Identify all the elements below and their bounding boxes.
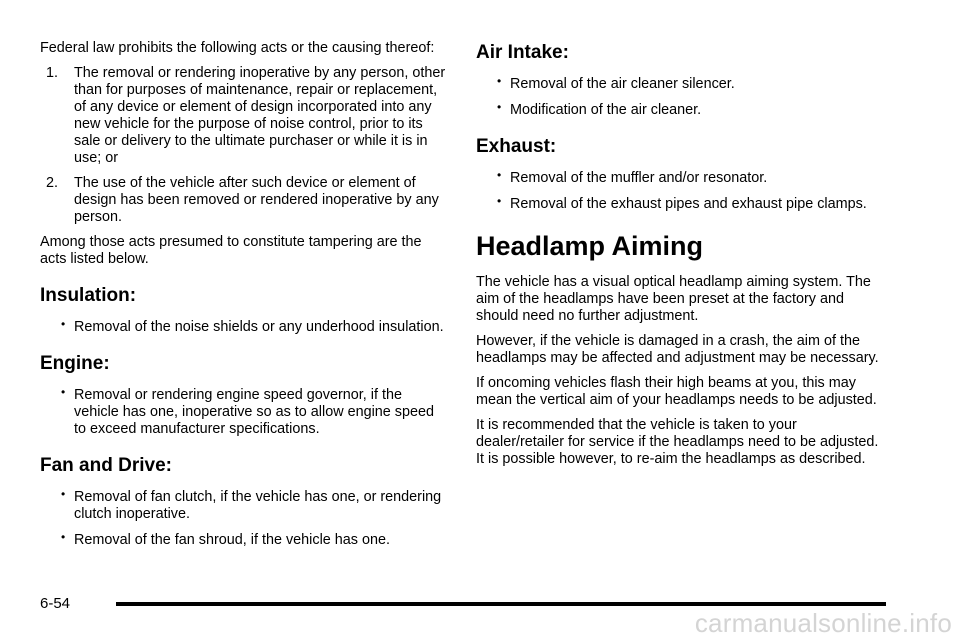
engine-list (40, 387, 448, 438)
headlamp-paragraph: It is recommended that the vehicle is taken to your dealer/retailer for service if the headlamps need to be adjusted. It is possible however, to re-aim the headlamps as described. (476, 417, 879, 467)
headlamp-paragraph: However, if the vehicle is damaged in a crash, the aim of the headlamps may be affected and adjustment may be necessary. (476, 333, 879, 366)
prohibited-acts-list (40, 65, 448, 226)
list-item: • Removal of the fan shroud, if the vehicle has one. (61, 530, 390, 548)
list-item (40, 65, 448, 167)
list-item: • Removal of the muffler and/or resonator. (497, 168, 768, 186)
list-item: • Removal of the noise shields or any underhood insulation. (61, 317, 444, 335)
headlamp-aiming-title: Headlamp Aiming (476, 231, 704, 261)
exhaust-heading: Exhaust: (476, 136, 557, 157)
bullet-icon: • (497, 74, 502, 88)
bullet-icon: • (497, 194, 502, 208)
bullet-icon: • (61, 317, 66, 331)
bullet-icon: • (61, 487, 66, 501)
fan-drive-heading: Fan and Drive: (40, 455, 172, 476)
footer-rule (116, 602, 886, 606)
insulation-list (40, 319, 448, 336)
step-number: 2. (46, 175, 59, 191)
air-intake-heading: Air Intake: (476, 42, 569, 63)
page-number: 6-54 (40, 595, 71, 612)
step-number: 1. (46, 65, 59, 81)
right-column (476, 40, 880, 476)
air-intake-list (476, 76, 880, 119)
bullet-icon: • (61, 530, 66, 544)
exhaust-list (476, 170, 880, 213)
step-text: The use of the vehicle after such device or element of design has been removed or rendered inoperative by any person. (74, 175, 439, 225)
list-item: • Removal of the exhaust pipes and exhaust pipe clamps. (497, 194, 867, 212)
list-item: • Removal of fan clutch, if the vehicle has one, or rendering clutch inoperative. (61, 487, 442, 522)
fan-drive-list (40, 489, 448, 549)
left-column (40, 40, 448, 558)
headlamp-paragraph: If oncoming vehicles flash their high beams at you, this may mean the vertical aim of your headlamps needs to be adjusted. (476, 375, 877, 408)
list-item: • Modification of the air cleaner. (497, 100, 702, 118)
headlamp-paragraph: The vehicle has a visual optical headlamp aiming system. The aim of the headlamps have been preset at the factory and should need no further adjustment. (476, 274, 871, 324)
list-item: • Removal of the air cleaner silencer. (497, 74, 735, 92)
bullet-icon: • (61, 385, 66, 399)
presumed-paragraph: Among those acts presumed to constitute tampering are the acts listed below. (40, 234, 422, 267)
list-item (40, 175, 448, 226)
insulation-heading: Insulation: (40, 285, 137, 306)
list-item: • Removal or rendering engine speed governor, if the vehicle has one, inoperative so as to allow engine speed to exceed manufacturer specifications. (61, 385, 435, 437)
bullet-icon: • (497, 168, 502, 182)
step-text: The removal or rendering inoperative by any person, other than for purposes of maintenance, repair or replacement, of any device or element of design incorporated into any new vehicle for the purpose of noise control, prior to its sale or delivery to the ultimate purchaser or while it is in use; or (74, 65, 446, 166)
engine-heading: Engine: (40, 353, 110, 374)
watermark: carmanualsonline.info (694, 608, 952, 638)
intro-paragraph: Federal law prohibits the following acts or the causing thereof: (40, 40, 435, 56)
bullet-icon: • (497, 100, 502, 114)
